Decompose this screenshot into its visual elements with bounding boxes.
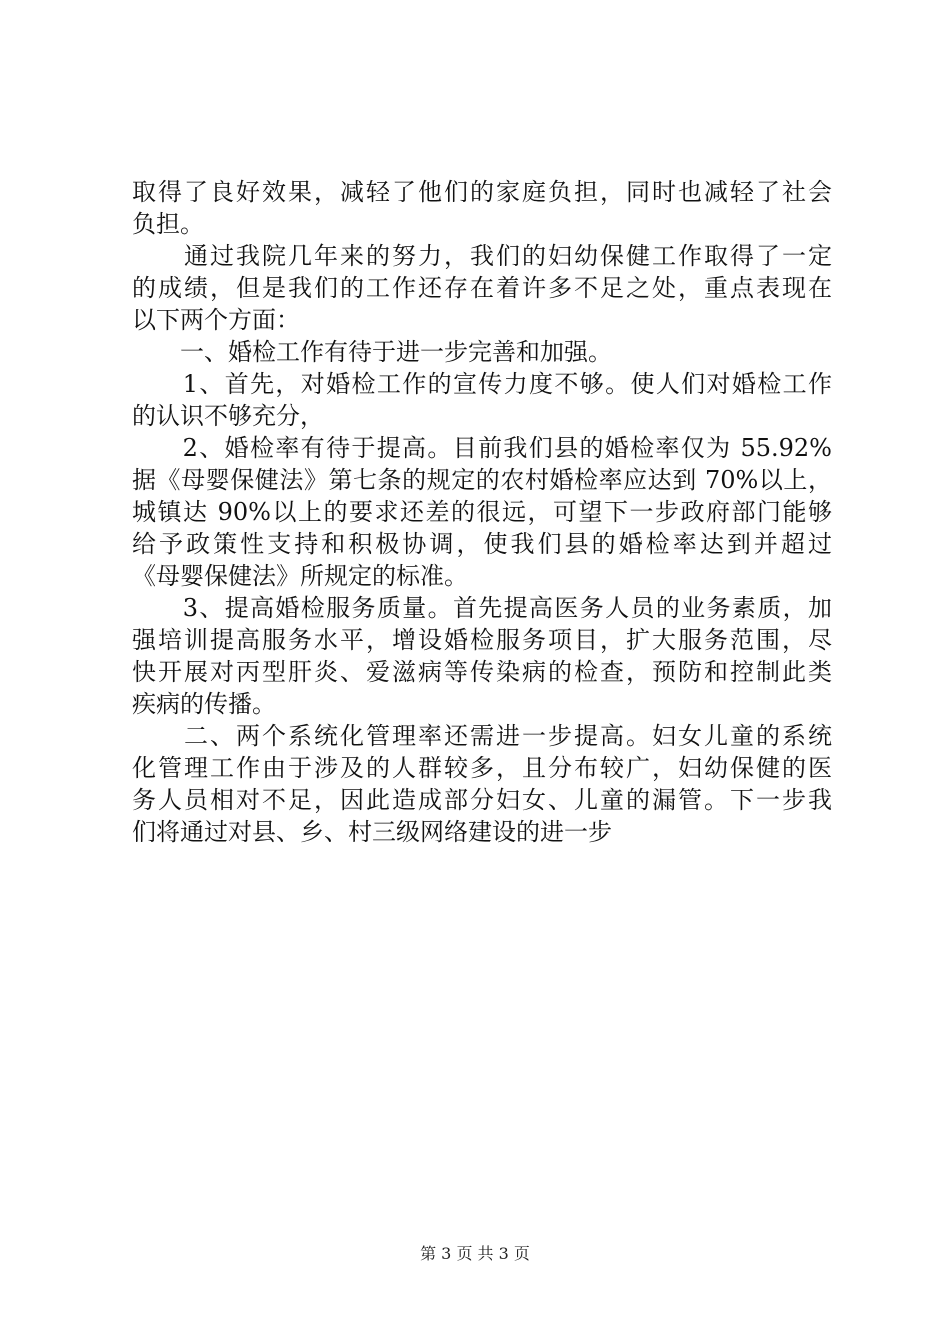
body-text-line: 的成绩，但是我们的工作还存在着许多不足之处，重点表现在 xyxy=(132,274,832,302)
body-text-line: 负担。 xyxy=(132,210,204,238)
body-text-line: 快开展对丙型肝炎、爱滋病等传染病的检查，预防和控制此类 xyxy=(132,658,832,686)
body-text-line: 们将通过对县、乡、村三级网络建设的进一步 xyxy=(132,818,612,846)
body-text-line: 强培训提高服务水平，增设婚检服务项目，扩大服务范围，尽 xyxy=(132,626,832,654)
body-text-line: 通过我院几年来的努力，我们的妇幼保健工作取得了一定 xyxy=(132,242,832,270)
section-heading-1: 一、婚检工作有待于进一步完善和加强。 xyxy=(132,338,612,366)
body-text-line: 据《母婴保健法》第七条的规定的农村婚检率应达到 70%以上， xyxy=(132,466,832,494)
body-text-line: 取得了良好效果，减轻了他们的家庭负担，同时也减轻了社会 xyxy=(132,178,832,206)
body-text-line: 3、提高婚检服务质量。首先提高医务人员的业务素质，加 xyxy=(132,594,832,622)
body-text-line: 疾病的传播。 xyxy=(132,690,276,718)
body-text-line: 1、首先，对婚检工作的宣传力度不够。使人们对婚检工作 xyxy=(132,370,832,398)
page-number-footer: 第 3 页 共 3 页 xyxy=(420,1244,530,1263)
body-text-line: 2、婚检率有待于提高。目前我们县的婚检率仅为 55.92% xyxy=(132,434,832,462)
body-text-line: 化管理工作由于涉及的人群较多，且分布较广，妇幼保健的医 xyxy=(132,754,832,782)
body-text-line: 的认识不够充分， xyxy=(132,402,324,430)
body-text-line: 《母婴保健法》所规定的标准。 xyxy=(132,562,468,590)
section-heading-2: 二、两个系统化管理率还需进一步提高。妇女儿童的系统 xyxy=(132,722,832,750)
body-text-line: 给予政策性支持和积极协调，使我们县的婚检率达到并超过 xyxy=(132,530,832,558)
body-text-line: 务人员相对不足，因此造成部分妇女、儿童的漏管。下一步我 xyxy=(132,786,832,814)
body-text-line: 以下两个方面： xyxy=(132,306,300,334)
body-text-line: 城镇达 90%以上的要求还差的很远，可望下一步政府部门能够 xyxy=(132,498,832,526)
